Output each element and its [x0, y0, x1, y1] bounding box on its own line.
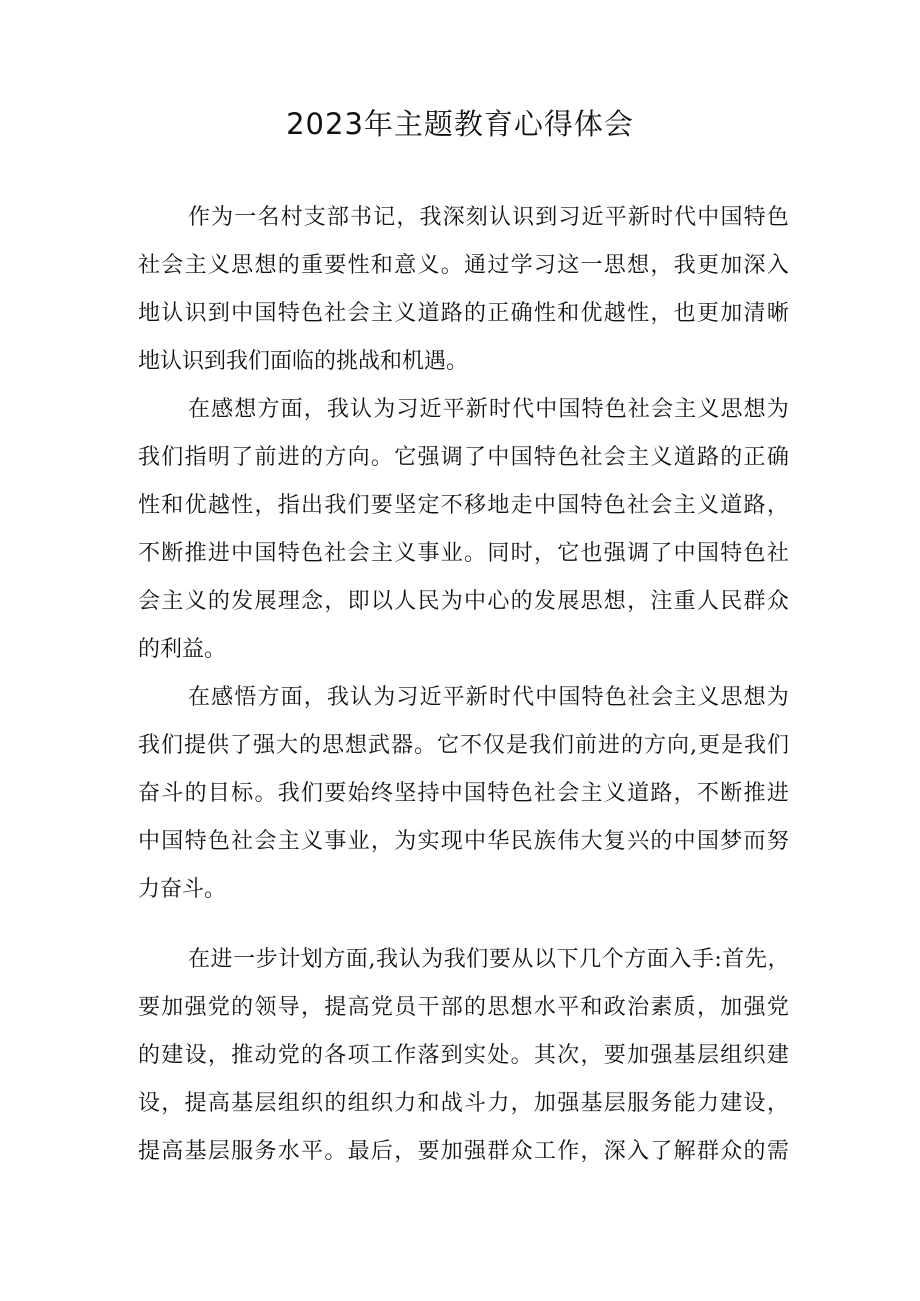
paragraph-line: 在感悟方面，我认为习近平新时代中国特色社会主义思想为: [188, 685, 790, 710]
paragraph-line: 的建设，推动党的各项工作落到实处。其次，要加强基层组织建: [138, 1043, 791, 1068]
paragraph-line: 中国特色社会主义事业，为实现中华民族伟大复兴的中国梦而努: [138, 829, 791, 854]
paragraph-line: 会主义的发展理念，即以人民为中心的发展思想，注重人民群众: [138, 589, 791, 614]
paragraph-line: 的利益。: [138, 637, 227, 662]
paragraph-line: 社会主义思想的重要性和意义。通过学习这一思想，我更加深入: [138, 253, 791, 278]
paragraph-line: 不断推进中国特色社会主义事业。同时，它也强调了中国特色社: [138, 541, 791, 566]
paragraph-line: 提高基层服务水平。最后，要加强群众工作，深入了解群众的需: [138, 1139, 791, 1164]
paragraph-line: 力奋斗。: [138, 877, 227, 902]
paragraph-line: 在感想方面，我认为习近平新时代中国特色社会主义思想为: [188, 397, 790, 422]
page-title: 2023年主题教育心得体会: [286, 107, 634, 141]
paragraph-line: 我们指明了前进的方向。它强调了中国特色社会主义道路的正确: [138, 445, 791, 470]
paragraph-line: 地认识到中国特色社会主义道路的正确性和优越性，也更加清晰: [138, 301, 791, 326]
paragraph-line: 在进一步计划方面,我认为我们要从以下几个方面入手:首先，: [188, 947, 791, 972]
paragraph-line: 地认识到我们面临的挑战和机遇。: [138, 349, 469, 374]
paragraph-line: 设，提高基层组织的组织力和战斗力，加强基层服务能力建设，: [138, 1091, 791, 1116]
paragraph-line: 性和优越性，指出我们要坚定不移地走中国特色社会主义道路，: [138, 493, 791, 518]
paragraph-line: 我们提供了强大的思想武器。它不仅是我们前进的方向,更是我们: [138, 733, 790, 758]
paragraph-line: 要加强党的领导，提高党员干部的思想水平和政治素质，加强党: [138, 995, 791, 1020]
paragraph-line: 奋斗的目标。我们要始终坚持中国特色社会主义道路，不断推进: [138, 781, 791, 806]
paragraph-line: 作为一名村支部书记，我深刻认识到习近平新时代中国特色: [188, 205, 790, 230]
